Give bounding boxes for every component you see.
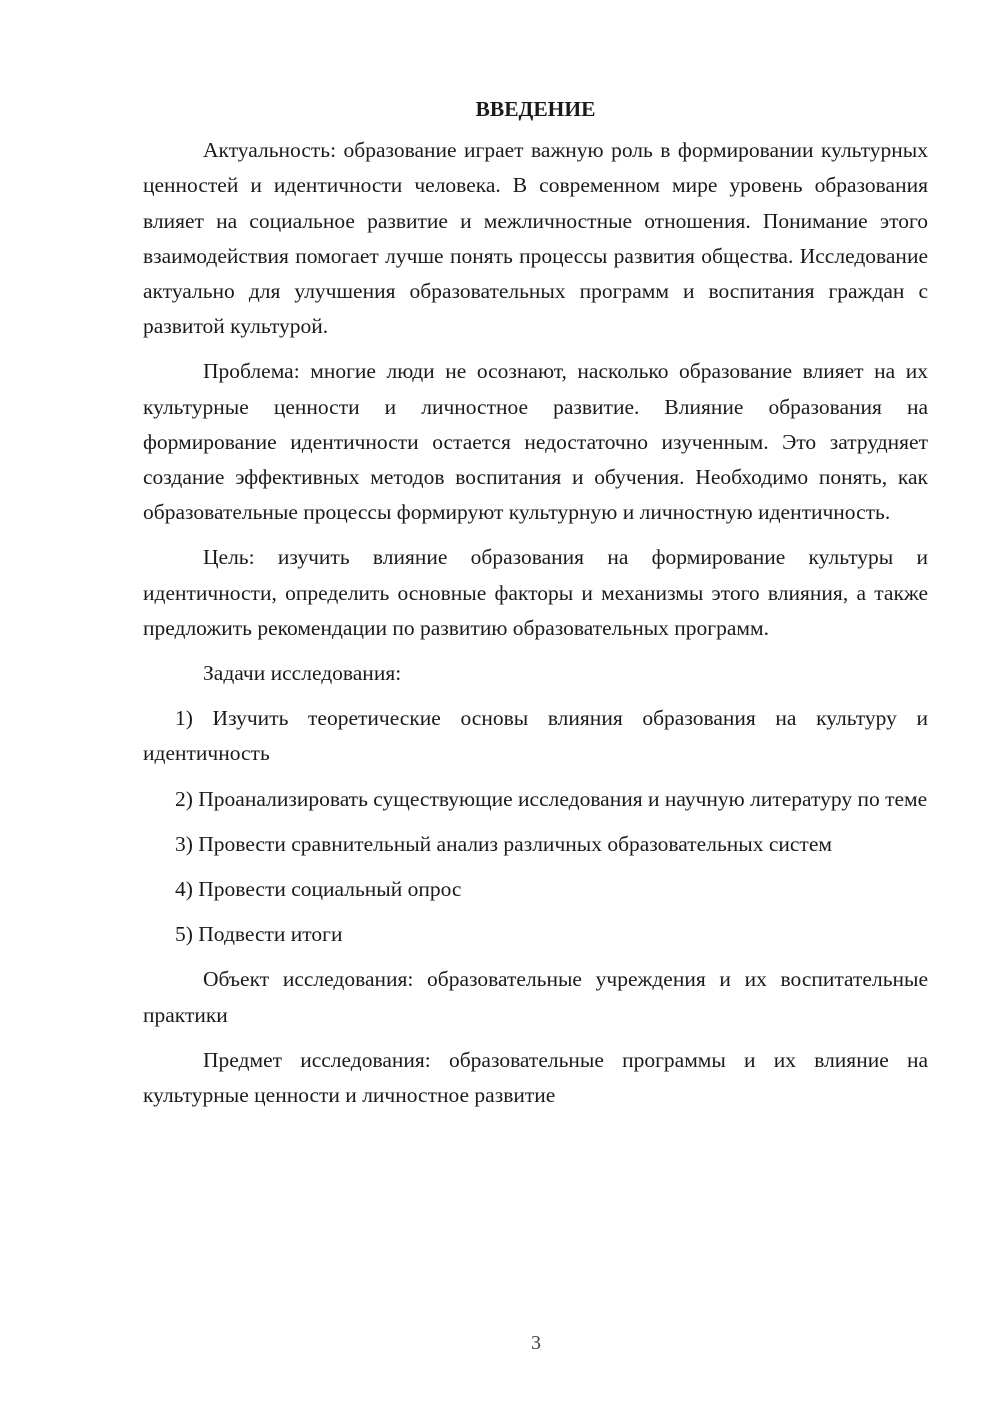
task-item-1: 1) Изучить теоретические основы влияния образования на культуру и идентичность [143, 706, 928, 766]
problem-paragraph: Проблема: многие люди не осознают, насколько образование влияет на их культурные ценности и личностное развитие. Влияние образования на формирование идентичности остается недостаточно изученным. Это затрудняет создание эффективных методов воспитания и обучения. Необходимо понять, как образовательные процессы формируют культурную и личностную идентичность. [143, 359, 928, 525]
page-content [143, 92, 928, 1123]
task-item-2: 2) Проанализировать существующие исследования и научную литературу по теме [175, 786, 928, 811]
page-number: 3 [531, 1332, 541, 1354]
tasks-heading: Задачи исследования: [203, 661, 402, 686]
object-paragraph: Объект исследования: образовательные учреждения и их воспитательные практики [143, 967, 928, 1027]
section-title: ВВЕДЕНИЕ [475, 97, 596, 121]
task-item-5: 5) Подвести итоги [175, 922, 343, 947]
task-item-4: 4) Провести социальный опрос [175, 877, 462, 902]
goal-paragraph: Цель: изучить влияние образования на формирование культуры и идентичности, определить основные факторы и механизмы этого влияния, а также предложить рекомендации по развитию образовательных программ. [143, 545, 928, 640]
task-item-3: 3) Провести сравнительный анализ различных образовательных систем [175, 831, 832, 856]
subject-paragraph: Предмет исследования: образовательные программы и их влияние на культурные ценности и личностное развитие [143, 1047, 928, 1108]
relevance-paragraph: Актуальность: образование играет важную роль в формировании культурных ценностей и идентичности человека. В современном мире уровень образования влияет на социальное развитие и межличностные отношения. Понимание этого взаимодействия помогает лучше понять процессы развития общества. Исследование актуально для улучшения образовательных программ и воспитания граждан с развитой культурой. [143, 138, 928, 339]
